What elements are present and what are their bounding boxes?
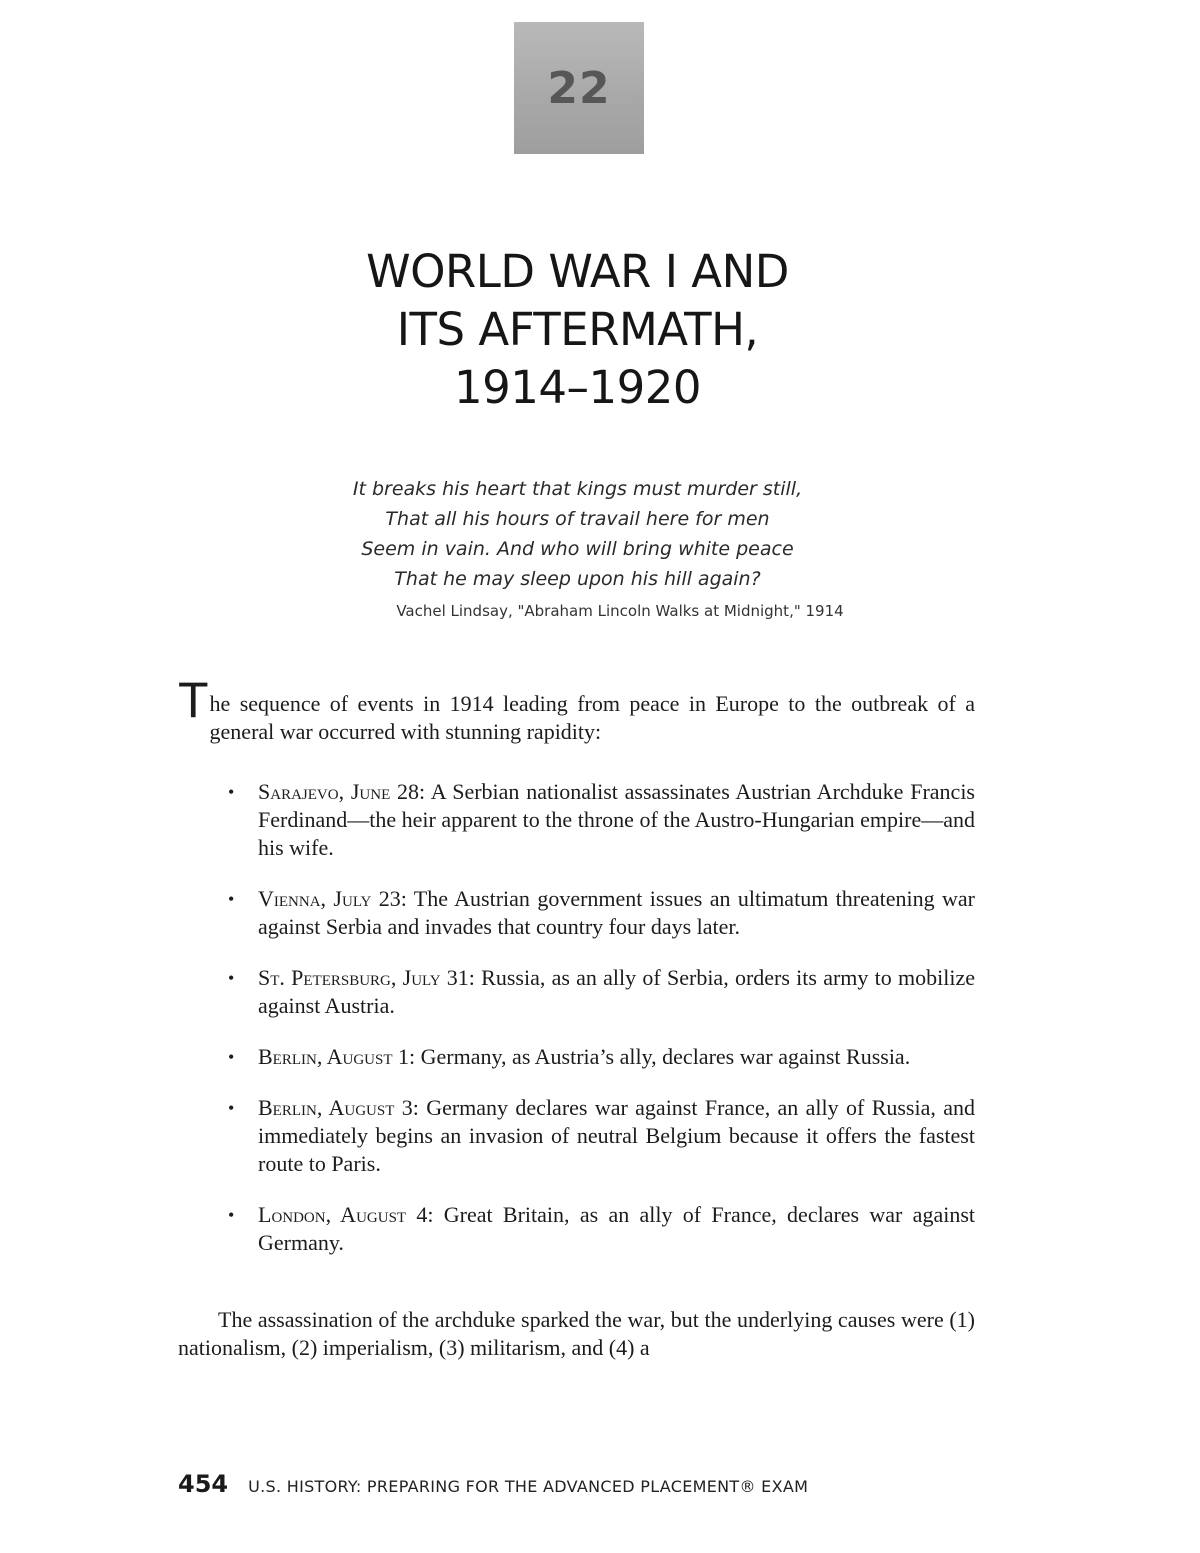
page-number: 454 (178, 1470, 229, 1498)
bullet-icon: • (228, 1047, 235, 1067)
chapter-title-line-1: WORLD WAR I AND (366, 245, 789, 298)
list-item (224, 778, 975, 862)
list-item (224, 1201, 975, 1257)
bullet-icon: • (228, 1205, 235, 1225)
list-item (224, 1094, 975, 1178)
epigraph-line: Seem in vain. And who will bring white peace (361, 538, 794, 560)
event-heading: Berlin, August 1: (258, 1044, 416, 1069)
page-footer (178, 1470, 978, 1498)
event-list (224, 778, 975, 1280)
intro-text: he sequence of events in 1914 leading from peace in Europe to the outbreak of a general war occurred with stunning rapidity: (209, 691, 975, 744)
event-heading: Sarajevo, June 28: (258, 779, 426, 804)
list-item (224, 885, 975, 941)
list-item (224, 1043, 975, 1071)
chapter-title (250, 243, 905, 417)
epigraph (300, 474, 855, 594)
bullet-icon: • (228, 889, 235, 909)
intro-paragraph (178, 672, 975, 746)
chapter-number: 22 (547, 62, 611, 114)
event-heading: London, August 4: (258, 1202, 434, 1227)
bullet-icon: • (228, 1098, 235, 1118)
list-item (224, 964, 975, 1020)
chapter-title-line-2: ITS AFTERMATH, (396, 303, 759, 356)
epigraph-line: It breaks his heart that kings must murder still, (352, 478, 803, 500)
outro-paragraph: The assassination of the archduke sparked the war, but the underlying causes were (1) nationalism, (2) imperialism, (3) militarism, and (4) a (178, 1307, 975, 1360)
event-text: Germany declares war against France, an ally of Russia, and immediately begins an invasion of neutral Belgium because it offers the fastest route to Paris. (258, 1095, 975, 1176)
chapter-number-box (514, 22, 644, 154)
epigraph-attribution: Vachel Lindsay, "Abraham Lincoln Walks at Midnight," 1914 (396, 602, 844, 620)
epigraph-line: That he may sleep upon his hill again? (394, 568, 761, 590)
event-text: Russia, as an ally of Serbia, orders its army to mobilize against Austria. (258, 965, 975, 1018)
chapter-title-line-3: 1914–1920 (453, 361, 702, 414)
event-heading: St. Petersburg, July 31: (258, 965, 475, 990)
event-text: A Serbian nationalist assassinates Austrian Archduke Francis Ferdinand—the heir apparent to the throne of the Austro-Hungarian empire—and his wife. (258, 779, 975, 860)
drop-cap: T (178, 672, 209, 728)
bullet-icon: • (228, 968, 235, 988)
event-text: The Austrian government issues an ultimatum threatening war against Serbia and invades that country four days later. (258, 886, 975, 939)
event-heading: Vienna, July 23: (258, 886, 407, 911)
epigraph-line: That all his hours of travail here for men (385, 508, 770, 530)
bullet-icon: • (228, 782, 235, 802)
event-text: Great Britain, as an ally of France, declares war against Germany. (258, 1202, 975, 1255)
running-footer-title: U.S. HISTORY: PREPARING FOR THE ADVANCED PLACEMENT® EXAM (248, 1477, 809, 1496)
event-text: Germany, as Austria’s ally, declares war against Russia. (415, 1044, 911, 1069)
event-heading: Berlin, August 3: (258, 1095, 419, 1120)
